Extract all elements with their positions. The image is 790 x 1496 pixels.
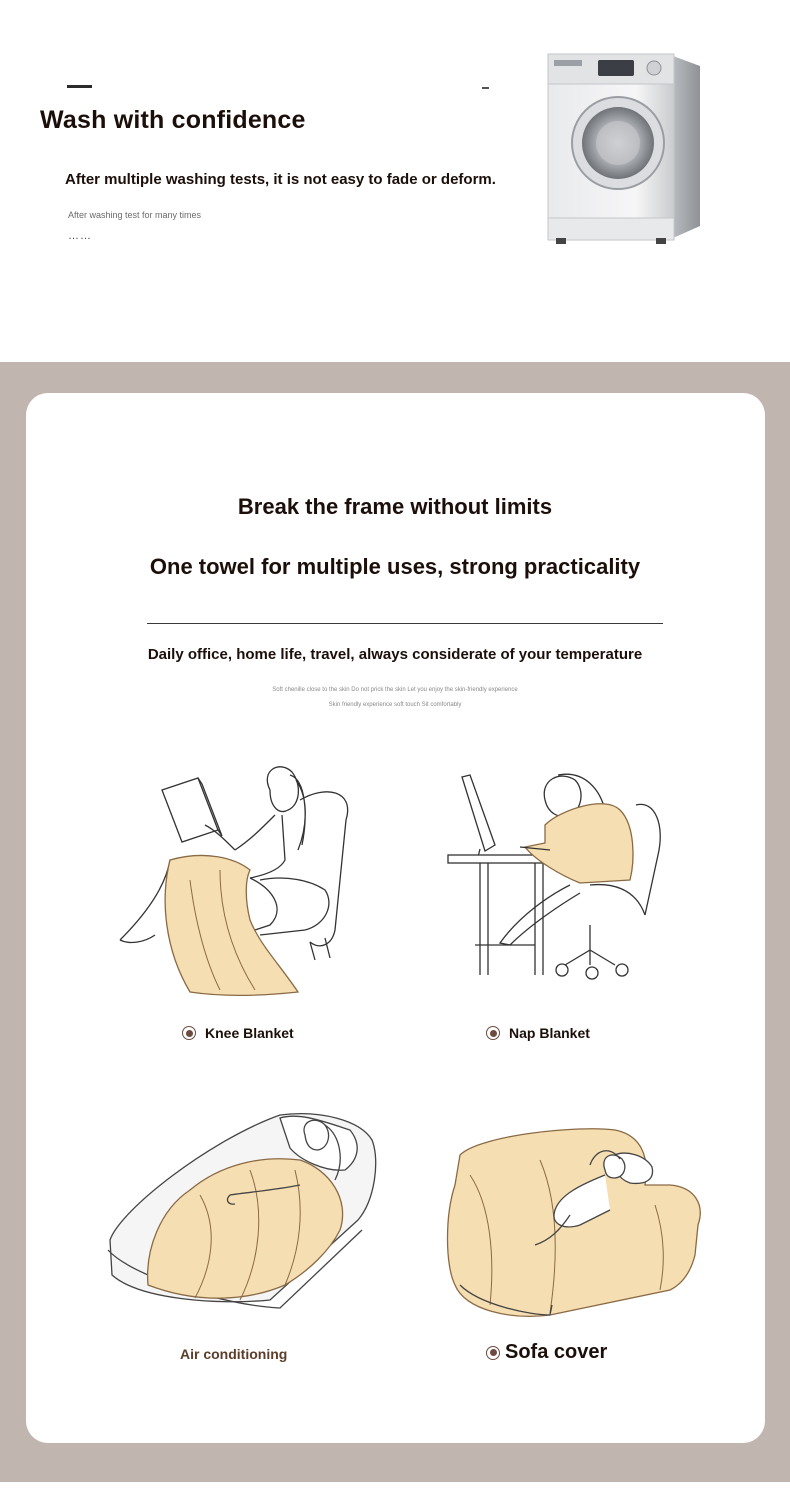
wash-note: After washing test for many times <box>68 210 202 220</box>
small-description-1: Soft chenille close to the skin Do not prick the skin Let you enjoy the skin-friendly experience <box>272 687 518 693</box>
wash-title: Wash with confidence <box>40 106 306 134</box>
knee-blanket-illustration <box>110 760 360 1005</box>
radio-dot-icon <box>486 1346 500 1360</box>
radio-dot-icon <box>486 1026 500 1040</box>
wash-subtitle: After multiple washing tests, it is not easy to fade or deform. <box>65 171 496 188</box>
wash-ellipsis: …… <box>68 230 92 242</box>
use-label: Nap Blanket <box>509 1025 590 1041</box>
use-label: Air conditioning <box>180 1346 288 1362</box>
air-conditioning-illustration <box>100 1100 390 1310</box>
decorative-dash-small <box>482 87 489 89</box>
heading-break-frame: Break the frame without limits <box>237 494 553 519</box>
radio-dot-icon <box>182 1026 196 1040</box>
decorative-dash <box>67 85 92 88</box>
heading-daily-use: Daily office, home life, travel, always considerate of your temperature <box>147 646 643 663</box>
divider <box>147 623 663 624</box>
nap-blanket-illustration <box>440 765 670 990</box>
use-nap-blanket <box>486 1025 590 1041</box>
use-sofa-cover <box>486 1341 607 1364</box>
use-label: Knee Blanket <box>205 1025 294 1041</box>
heading-multiple-uses: One towel for multiple uses, strong practicality <box>149 554 641 579</box>
small-description-2: Skin friendly experience soft touch Sit comfortably <box>328 702 462 708</box>
use-air-conditioning <box>180 1346 287 1362</box>
sofa-cover-illustration <box>440 1115 715 1320</box>
wash-section <box>0 0 790 362</box>
use-knee-blanket <box>182 1025 294 1041</box>
washing-machine-image <box>528 48 708 248</box>
use-label: Sofa cover <box>505 1341 608 1363</box>
